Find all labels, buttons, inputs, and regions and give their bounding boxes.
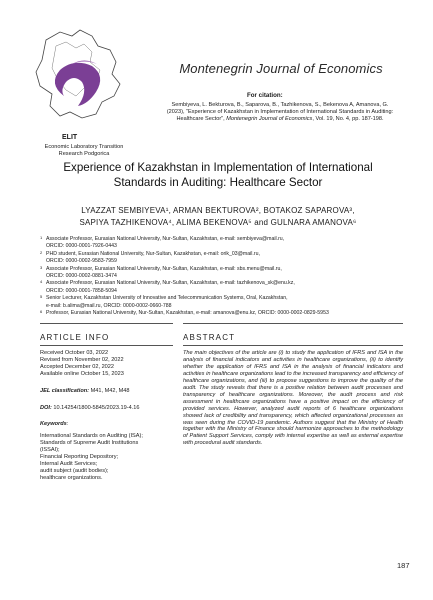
affiliation-item — [40, 236, 400, 243]
citation-text-pre: Sembiyeva, L. Bekturova, B., Saparova, B., Tazhikenova, S., Bekenova A, Amanova, G. (2023), “Experience of Kazakhstan in Implementation of International Standards in Auditing: Healthcare Sector”, — [166, 102, 394, 122]
citation-text-post: , Vol. 19, No. 4, pp. 187-198. — [312, 116, 384, 122]
journal-name: Montenegrin Journal of Economics — [179, 61, 383, 76]
logo-name: ELIT — [62, 134, 78, 141]
doi-value: 10.14254/1800-5845/2023.19-4.16 — [51, 404, 140, 411]
page-number: 187 — [397, 561, 410, 570]
montenegro-map-logo-icon — [26, 26, 132, 126]
jel-label: JEL classification: — [40, 387, 90, 394]
keyword-item: Financial Reporting Depository; — [40, 454, 119, 461]
revised-date: Revised from November 02, 2022 — [40, 356, 124, 363]
citation-journal: Montenegrin Journal of Economics — [226, 116, 313, 122]
affiliation-text: Associate Professor, Eurasian National University, Nur-Sultan, Kazakhstan, e-mail: tazhikenova_sk@enu.kz, — [46, 280, 295, 287]
affiliation-item — [40, 251, 400, 258]
keyword-item: (ISSAI); — [40, 447, 60, 454]
jel-classification — [40, 388, 173, 395]
keywords-label: Keywords — [40, 421, 67, 428]
author-list — [56, 205, 380, 228]
affiliation-number: 1 — [40, 235, 43, 240]
abstract-heading: ABSTRACT — [183, 333, 236, 342]
affiliation-text: e-mail: b.alima@mail.ru, ORCID: 0000-0002-0660-788 — [46, 302, 172, 309]
abstract-text: The main objectives of the article are (i) to study the application of IFRS and ISA in the analysis of financial indicators and activities in healthcare organizations, (ii) to identify whether the application of IFRS and ISA in the analysis of financial indicators and activities in healthcare organizations lead to the increased transparency and efficiency of healthcare organizations, and (iii) to propose suggestions to improve the quality of the audit. The study reveals that there is a positive relation between audit processes and transparency of healthcare organizations. Moreover, the audit process and risk assessment in healthcare organizations have a positive impact on the efficiency of provided services. However, analyzed audit reports of 6 healthcare organizations showed lack of credibility and transparency, which affected organizational processes as was seen during the COVID-19 pandemic. Authors suggest that the Ministry of Health together with the Ministry of Finance should harmonize approaches to the methodology of Patient Support Services, comply with internal expertise as well as external expertise with procedural audit standards. — [183, 350, 403, 447]
keyword-item: Internal Audit Services; — [40, 460, 98, 467]
article-title: Experience of Kazakhstan in Implementation of International Standards in Auditing: Healthcare Sector — [63, 161, 373, 189]
affiliations — [40, 236, 400, 317]
keywords-colon: : — [66, 421, 69, 428]
affiliation-item — [40, 303, 400, 310]
citation-text — [164, 102, 396, 123]
affiliation-item — [40, 280, 400, 287]
available-date: Available online October 15, 2023 — [40, 370, 124, 377]
affiliation-number: 5 — [40, 294, 43, 300]
affiliation-item — [40, 258, 400, 265]
author-line: SAPIYA TAZHIKENOVA⁴, ALIMA BEKENOVA⁵ and GULNARA AMANOVA⁶ — [79, 217, 357, 227]
citation-heading: For citation: — [247, 92, 283, 99]
keyword-item: audit subject (audit bodies); — [40, 467, 109, 474]
keyword-item: Standards of Supreme Audit Institutions — [40, 440, 139, 447]
received-date: Received October 03, 2022 — [40, 350, 109, 356]
keyword-item: International Standards on Auditing (ISA); — [40, 433, 143, 440]
divider — [40, 323, 173, 324]
affiliation-text: ORCID: 0000-0002-0881-3474 — [46, 273, 117, 280]
keyword-item: healthcare organizations. — [40, 474, 103, 481]
affiliation-item — [40, 273, 400, 280]
affiliation-text: Senior Lecturer, Kazakhstan University of Innovative and Telecommunication Systems, Oral, Kazakhstan, — [46, 295, 288, 302]
logo-subtitle: Economic Laboratory Transition Research Podgorica — [44, 144, 124, 157]
affiliation-text: PHD student, Eurasian National University, Nur-Sultan, Kazakhstan, e-mail: orik_03@mail.ru, — [46, 250, 260, 257]
article-info — [40, 350, 173, 482]
affiliation-text: ORCID: 0000-0002-9583-7959 — [46, 258, 117, 265]
affiliation-item — [40, 295, 400, 302]
divider — [183, 323, 403, 324]
affiliation-number: 6 — [40, 309, 43, 315]
affiliation-text: Associate Professor, Eurasian National University, Nur-Sultan, Kazakhstan, e-mail: sbs.menu@mail.ru, — [46, 265, 282, 272]
article-info-heading: ARTICLE INFO — [40, 333, 110, 342]
affiliation-item — [40, 266, 400, 273]
doi — [40, 405, 173, 412]
affiliation-text: ORCID: 0000-0001-7926-0443 — [46, 243, 117, 250]
divider — [40, 345, 173, 346]
affiliation-item — [40, 310, 400, 317]
jel-value: M41, M42, M48 — [89, 387, 130, 394]
accepted-date: Accepted December 02, 2022 — [40, 363, 115, 370]
affiliation-text: ORCID: 0000-0001-7858-5094 — [46, 287, 117, 294]
affiliation-item — [40, 288, 400, 295]
affiliation-number: 4 — [40, 279, 43, 285]
keywords-heading — [40, 421, 173, 428]
affiliation-text: Professor, Eurasian National University, Nur-Sultan, Kazakhstan, e-mail: amanova@enu.kz, ORCID: 0000-0002-0829-5953 — [46, 310, 329, 317]
affiliation-text: Associate Professor, Eurasian National University, Nur-Sultan, Kazakhstan, e-mail: sembiyeva@mail.ru, — [46, 236, 285, 242]
affiliation-item — [40, 243, 400, 250]
journal-logo — [24, 26, 144, 166]
author-line: LYAZZAT SEMBIYEVA¹, ARMAN BEKTUROVA², BOTAKOZ SAPAROVA³, — [81, 206, 355, 215]
divider — [183, 345, 403, 346]
affiliation-number: 3 — [40, 264, 43, 270]
affiliation-number: 2 — [40, 249, 43, 255]
doi-label: DOI: — [40, 404, 52, 411]
